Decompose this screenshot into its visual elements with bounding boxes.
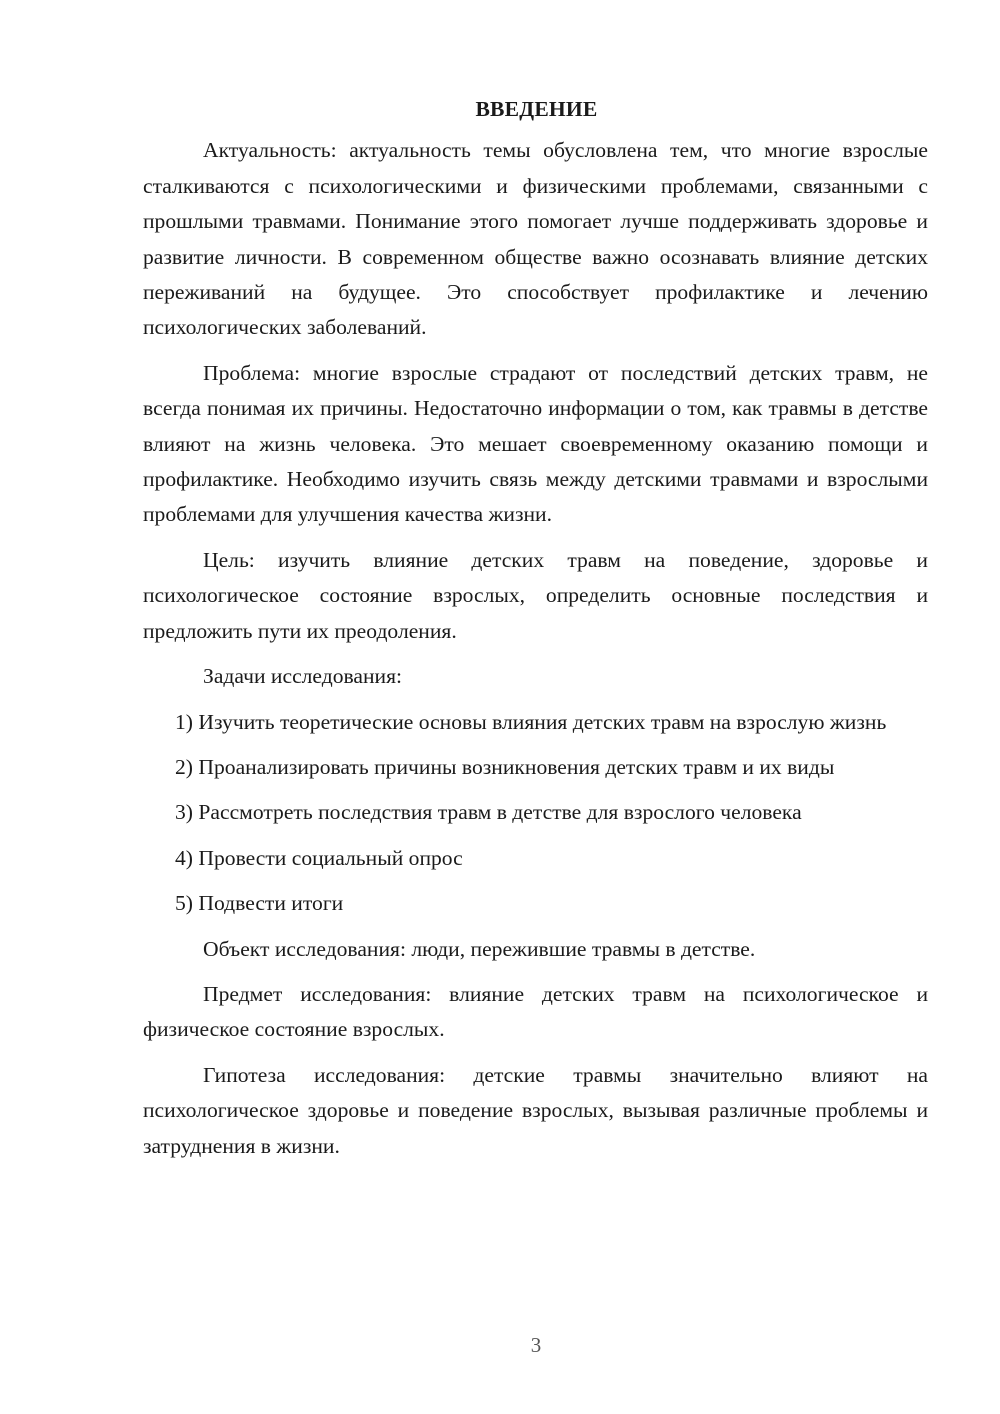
list-item: 1) Изучить теоретические основы влияния детских травм на взрослую жизнь [175, 709, 887, 734]
paragraph-goal: Цель: изучить влияние детских травм на поведение, здоровье и психологическое состояние взрослых, определить основные последствия и предложить пути их преодоления. [143, 547, 928, 643]
list-item: 2) Проанализировать причины возникновения детских травм и их виды [175, 754, 835, 779]
paragraph-subject: Предмет исследования: влияние детских травм на психологическое и физическое состояние взрослых. [143, 981, 928, 1042]
list-item: 3) Рассмотреть последствия травм в детстве для взрослого человека [175, 800, 802, 825]
list-item: 4) Провести социальный опрос [175, 845, 463, 870]
page-title: ВВЕДЕНИЕ [475, 97, 598, 121]
paragraph-object: Объект исследования: люди, пережившие травмы в детстве. [203, 936, 756, 961]
list-item: 5) Подвести итоги [175, 891, 344, 916]
tasks-heading: Задачи исследования: [203, 664, 403, 689]
paragraph-problem: Проблема: многие взрослые страдают от последствий детских травм, не всегда понимая их причины. Недостаточно информации о том, как травмы в детстве влияют на жизнь человека. Это мешает своевременному оказанию помощи и профилактике. Необходимо изучить связь между детскими травмами и взрослыми проблемами для улучшения качества жизни. [143, 360, 928, 527]
page-content [143, 92, 928, 1174]
page-number: 3 [530, 1333, 542, 1357]
tasks-list [143, 705, 928, 922]
paragraph-relevance: Актуальность: актуальность темы обусловлена тем, что многие взрослые сталкиваются с психологическими и физическими проблемами, связанными с прошлыми травмами. Понимание этого помогает лучше поддерживать здоровье и развитие личности. В современном обществе важно осознавать влияние детских переживаний на будущее. Это способствует профилактике и лечению психологических заболеваний. [143, 138, 928, 340]
paragraph-hypothesis: Гипотеза исследования: детские травмы значительно влияют на психологическое здоровье и поведение взрослых, вызывая различные проблемы и затруднения в жизни. [143, 1062, 928, 1158]
